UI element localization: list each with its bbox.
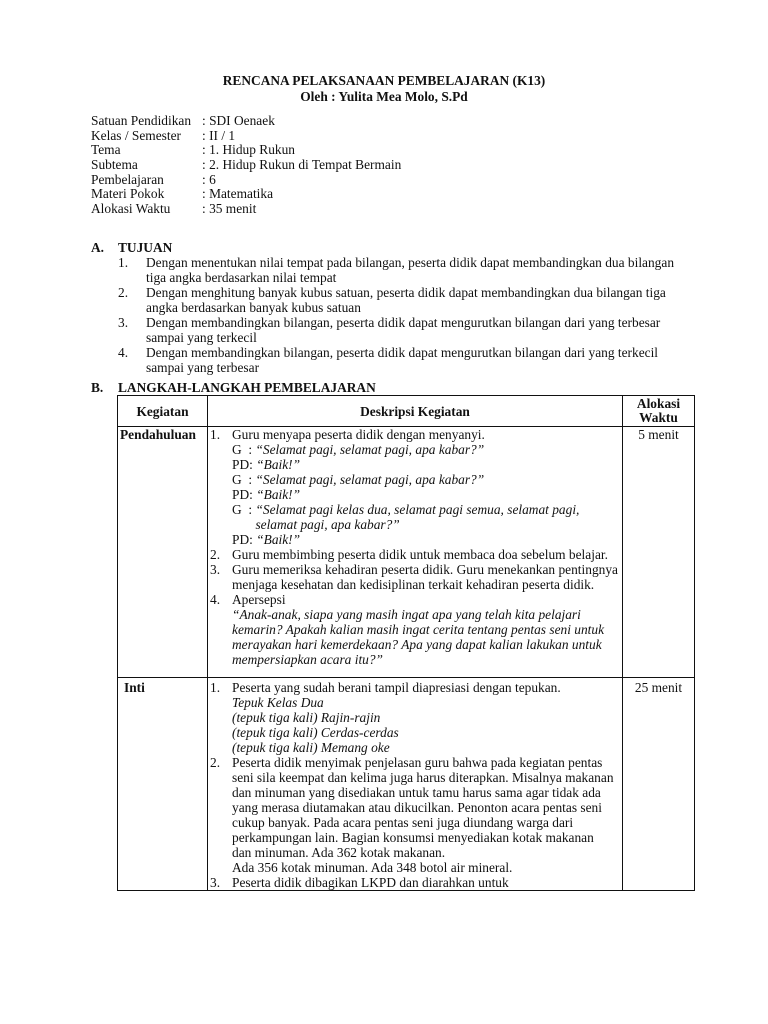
list-item: [118, 285, 678, 315]
learning-steps-table: [117, 395, 695, 891]
dialog-text: “Baik!”: [256, 532, 301, 547]
title-author: Oleh : Yulita Mea Molo, S.Pd: [300, 89, 468, 104]
dialog-text: “Selamat pagi, selamat pagi, apa kabar?”: [255, 472, 485, 487]
step-text-continued: dan minuman. Ada 362 kotak makanan.: [232, 845, 446, 860]
step-item: [208, 755, 622, 845]
step-number: 2.: [210, 547, 221, 562]
header-deskripsi: Deskripsi Kegiatan: [208, 396, 623, 427]
identity-label: Alokasi Waktu: [91, 201, 171, 217]
list-text: Dengan membandingkan bilangan, peserta didik dapat mengurutkan bilangan dari yang terbesar sampai yang terkecil: [146, 315, 661, 345]
header-kegiatan: Kegiatan: [118, 396, 208, 427]
list-item: [118, 255, 678, 285]
identity-label: Subtema: [91, 157, 138, 173]
step-item: [208, 547, 622, 562]
speaker: G :: [232, 472, 256, 487]
identity-value: : SDI Oenaek: [202, 113, 275, 128]
step-text: Guru membimbing peserta didik untuk membaca doa sebelum belajar.: [232, 547, 608, 562]
speaker: PD:: [232, 532, 257, 547]
identity-value: : II / 1: [202, 127, 236, 143]
step-number: 1.: [210, 427, 221, 442]
section-a-letter: A.: [91, 240, 105, 255]
list-item: [118, 345, 678, 375]
dialog-text: “Baik!”: [256, 487, 301, 502]
step-number: 3.: [210, 562, 221, 577]
identity-value: : 2. Hidup Rukun di Tempat Bermain: [202, 157, 402, 173]
identity-label: Tema: [91, 142, 121, 158]
dialog-line: [208, 502, 622, 532]
row-time-pendahuluan: 5 menit: [623, 427, 695, 678]
identity-value: : 35 menit: [202, 201, 257, 217]
table-row: [118, 427, 695, 678]
table-header-row: [118, 396, 695, 427]
document-title: [0, 73, 768, 105]
row-description-pendahuluan: [208, 427, 623, 678]
row-time-inti: 25 menit: [623, 678, 695, 891]
row-label-pendahuluan: Pendahuluan: [118, 427, 208, 678]
section-b-letter: B.: [91, 380, 104, 395]
chant-line: Tepuk Kelas Dua: [232, 695, 324, 710]
step-text: Peserta yang sudah berani tampil diapresiasi dengan tepukan.: [232, 680, 561, 695]
list-number: 4.: [118, 345, 129, 360]
identity-row: [91, 142, 401, 157]
header-alokasi: Alokasi Waktu: [623, 396, 695, 427]
list-number: 1.: [118, 255, 129, 270]
identity-row: [91, 113, 401, 128]
step-text: Apersepsi: [232, 592, 286, 607]
speaker: G :: [232, 442, 256, 457]
identity-row: [91, 201, 401, 216]
list-text: Dengan menghitung banyak kubus satuan, peserta didik dapat membandingkan dua bilangan tiga angka berdasarkan banyak kubus satuan: [146, 285, 666, 315]
step-text: Guru memeriksa kehadiran peserta didik. Guru menekankan pentingnya menjaga kesehatan dan kedisiplinan terkait kehadiran peserta didik.: [232, 562, 618, 592]
list-text: Dengan membandingkan bilangan, peserta didik dapat mengurutkan bilangan dari yang terkecil sampai yang terbesar: [146, 345, 659, 375]
section-b-title: LANGKAH-LANGKAH PEMBELAJARAN: [118, 380, 376, 395]
step-item: [208, 427, 622, 442]
list-item: [118, 315, 678, 345]
step-item: [208, 875, 622, 890]
tujuan-list: [118, 255, 678, 375]
dialog-line: [208, 457, 622, 472]
title-line-1: RENCANA PELAKSANAAN PEMBELAJARAN (K13): [222, 73, 546, 88]
dialog-text: “Selamat pagi, selamat pagi, apa kabar?”: [255, 442, 485, 457]
speaker: PD:: [232, 457, 257, 472]
step-number: 2.: [210, 755, 221, 770]
identity-block: [91, 113, 401, 216]
identity-row: [91, 157, 401, 172]
dialog-line: [208, 442, 622, 457]
identity-row: [91, 186, 401, 201]
dialog-text: “Selamat pagi kelas dua, selamat pagi semua, selamat pagi, selamat pagi, apa kabar?”: [255, 502, 580, 532]
speaker: PD:: [232, 487, 257, 502]
section-a-title: TUJUAN: [118, 240, 173, 255]
chant-line: (tepuk tiga kali) Rajin-rajin: [232, 710, 381, 725]
apersepsi-quote: “Anak-anak, siapa yang masih ingat apa yang telah kita pelajari kemarin? Apakah kalian masih ingat cerita tentang pentas seni untuk merayakan hari kemerdekaan? Apa yang dapat kalian lakukan untuk mempersiapkan acara itu?”: [232, 607, 605, 667]
step-item: [208, 562, 622, 592]
row-label-inti: Inti: [118, 678, 208, 891]
table-row: [118, 678, 695, 891]
section-b-heading: [91, 380, 376, 395]
identity-value: : 6: [202, 171, 216, 187]
step-text: Peserta didik menyimak penjelasan guru bahwa pada kegiatan pentas seni sila keempat dan kelima juga harus diterapkan. Misalnya makanan dan minuman yang disediakan untuk tamu harus sama agar tidak ada yang merasa diutamakan atau dikucilkan. Penonton acara pentas seni cukup banyak. Pada acara pentas seni juga diundang warga dari perkampungan lain. Bagian konsumsi menyediakan kotak makanan: [232, 755, 614, 845]
step-number: 1.: [210, 680, 221, 695]
list-number: 3.: [118, 315, 129, 330]
dialog-line: [208, 472, 622, 487]
chant-line: (tepuk tiga kali) Cerdas-cerdas: [232, 725, 399, 740]
step-number: 3.: [210, 875, 221, 890]
step-text-continued: Ada 356 kotak minuman. Ada 348 botol air mineral.: [232, 860, 513, 875]
identity-row: [91, 172, 401, 187]
dialog-line: [208, 487, 622, 502]
section-a-heading: [91, 240, 172, 255]
dialog-line: [208, 532, 622, 547]
identity-label: Materi Pokok: [91, 186, 165, 202]
step-text: Peserta didik dibagikan LKPD dan diarahkan untuk: [232, 875, 509, 890]
identity-label: Pembelajaran: [91, 171, 164, 187]
identity-label: Satuan Pendidikan: [91, 113, 192, 128]
list-text: Dengan menentukan nilai tempat pada bilangan, peserta didik dapat membandingkan dua bilangan tiga angka berdasarkan nilai tempat: [146, 255, 675, 285]
identity-value: : 1. Hidup Rukun: [202, 142, 295, 158]
step-text: Guru menyapa peserta didik dengan menyanyi.: [232, 427, 485, 442]
identity-value: : Matematika: [202, 186, 274, 202]
row-description-inti: [208, 678, 623, 891]
list-number: 2.: [118, 285, 129, 300]
identity-row: [91, 128, 401, 143]
identity-label: Kelas / Semester: [91, 127, 181, 143]
dialog-text: “Baik!”: [256, 457, 301, 472]
step-number: 4.: [210, 592, 221, 607]
step-item: [208, 592, 622, 607]
chant-line: (tepuk tiga kali) Memang oke: [232, 740, 390, 755]
step-item: [208, 680, 622, 695]
speaker: G :: [232, 502, 256, 517]
